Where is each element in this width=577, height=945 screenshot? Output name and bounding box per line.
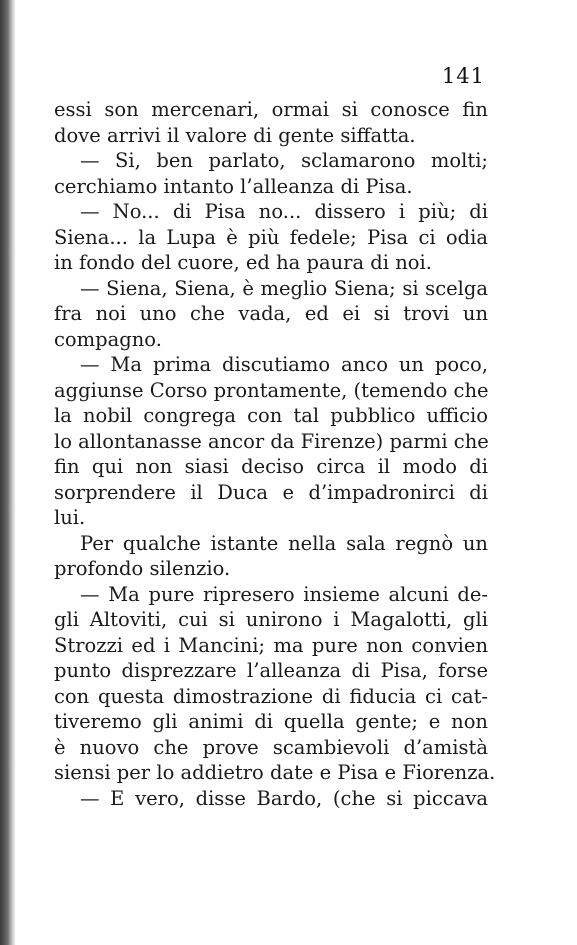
text-line: siensi per lo addietro date e Pisa e Fiorenza. — [54, 761, 496, 784]
page-binding-shadow — [0, 0, 16, 945]
text-line: tiveremo gli animi di quella gente; e non — [54, 710, 488, 733]
text-line: lo allontanasse ancor da Firenze) parmi che — [54, 429, 489, 453]
text-line: dove arrivi il valore di gente siffatta. — [54, 123, 416, 147]
text-line: aggiunse Corso prontamente, (temendo che — [54, 378, 489, 402]
text-line: fin qui non siasi deciso circa il modo di — [54, 455, 488, 478]
text-line: — Ma prima discutiamo anco un poco, — [80, 353, 488, 376]
text-line: fra noi uno che vada, ed ei si trovi un — [54, 302, 488, 325]
text-line: Siena... la Lupa è più fedele; Pisa ci odia — [54, 225, 488, 249]
text-line: Per qualche istante nella sala regnò un — [80, 531, 488, 555]
text-line: sorprendere il Duca e d’impadronirci di — [54, 480, 488, 504]
text-line: lui. — [54, 506, 86, 529]
text-line: cerchiamo intanto l’alleanza di Pisa. — [54, 174, 413, 198]
text-line: — Si, ben parlato, sclamarono molti; — [80, 149, 488, 172]
text-line: punto disprezzare l’alleanza di Pisa, forse — [54, 659, 488, 682]
text-line: in fondo del cuore, ed ha paura di noi. — [54, 251, 432, 274]
text-line: — E vero, disse Bardo, (che si piccava — [80, 786, 488, 810]
text-line: — Siena, Siena, è meglio Siena; si scelga — [80, 276, 488, 300]
text-line: è nuovo che prove scambievoli d’amistà — [54, 735, 488, 759]
text-line: — Ma pure ripresero insieme alcuni de- — [80, 582, 488, 606]
text-line: essi son mercenari, ormai si conosce fin — [54, 98, 488, 121]
text-line: la nobil congrega con tal pubblico ufficio — [54, 404, 488, 427]
text-line: gli Altoviti, cui si unirono i Magalotti, gli — [54, 608, 488, 631]
text-line: con questa dimostrazione di fiducia ci cat- — [54, 684, 488, 708]
text-line: compagno. — [54, 327, 162, 351]
text-line: profondo silenzio. — [54, 557, 231, 580]
text-line: Strozzi ed i Mancini; ma pure non convien — [54, 633, 488, 657]
text-line: — No... di Pisa no... dissero i più; di — [80, 200, 488, 223]
page-number: 141 — [441, 64, 485, 88]
body-text — [54, 97, 496, 811]
